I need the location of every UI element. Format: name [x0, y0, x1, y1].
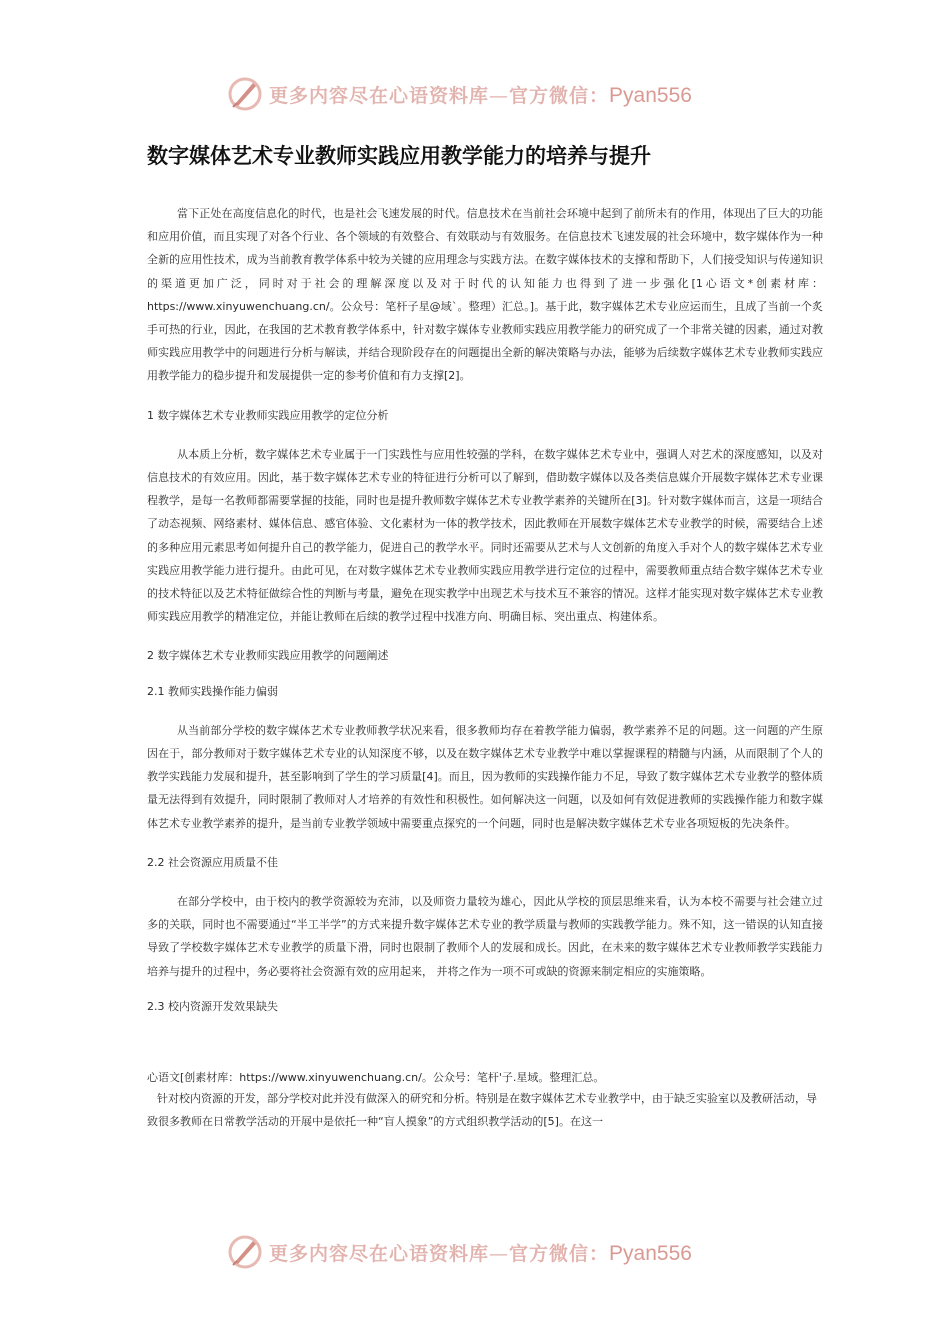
subsection-heading-2-2: 2.2 社会资源应用质量不佳	[147, 855, 278, 869]
subsection-heading-2-1: 2.1 教师实践操作能力偏弱	[147, 684, 278, 698]
banner-text: 更多内容尽在心语资料库—官方微信：Pyan556	[269, 83, 692, 107]
section-heading-2: 2 数字媒体艺术专业教师实践应用教学的问题阐述	[147, 649, 389, 663]
source-note: 心语文[创素材库：https://www.xinyuwenchuang.cn/。公众号：笔杆'子.星域。整理汇总。	[147, 1071, 605, 1084]
subsection-heading-2-3: 2.3 校内资源开发效果缺失	[147, 999, 278, 1013]
subsection-2-2-paragraph: 在部分学校中，由于校内的教学资源较为充沛，以及师资力量较为雄心，因此从学校的顶层思维来看，认为本校不需要与社会建立过多的关联，同时也不需要通过“半工半学”的方式来提升数字媒体艺术专业的教学质量与教师的实践教学能力。殊不知，这一错误的认知直接导致了学校数字媒体艺术专业教学的质量下滑，同时也限制了教师个人的发展和成长。因此，在未来的数字媒体艺术专业教师教学实践能力培养与提升的过程中，务必要将社会资源有效的应用起来， 并将之作为一项不可或缺的资源来制定相应的实施策略。	[147, 895, 823, 978]
footer-banner	[225, 1232, 745, 1272]
header-banner	[225, 74, 745, 114]
quill-logo-icon	[225, 1232, 265, 1272]
footnote-block	[147, 1068, 823, 1133]
intro-paragraph: 當下正处在高度信息化的时代，也是社会飞速发展的时代。信息技术在当前社会环境中起到了前所未有的作用，体现出了巨大的功能和应用价值，而且实现了对各个行业、各个领域的有效整合、有效联动与有效服务。在信息技术飞速发展的社会环境中，数字媒体作为一种全新的应用性技术，成为当前教育教学体系中较为关键的应用理念与实践方法。在数字媒体技术的支撑和帮助下，人们接受知识与传递知识的渠道更加广泛，同时对于社会的理解深度以及对于时代的认知能力也得到了进一步强化[1心语文*创素材库：https://www.xinyuwenchuang.cn/。公众号：笔杆子星@域`。整理）汇总。]。基于此，数字媒体艺术专业应运而生，且成了当前一个炙手可热的行业，因此，在我国的艺术教育教学体系中，针对数字媒体专业教师实践应用教学能力的研究成了一个非常关键的因素，通过对教师实践应用教学中的问题进行分析与解读，并结合现阶段存在的问题提出全新的解决策略与办法，能够为后续数字媒体艺术专业教师实践应用教学能力的稳步提升和发展提供一定的参考价值和有力支撑[2]。	[147, 207, 823, 383]
document-body	[147, 202, 823, 1018]
banner-text: 更多内容尽在心语资料库—官方微信：Pyan556	[269, 1241, 692, 1265]
section-heading-1: 1 数字媒体艺术专业教师实践应用教学的定位分析	[147, 408, 389, 422]
section-1-paragraph: 从本质上分析，数字媒体艺术专业属于一门实践性与应用性较强的学科，在数字媒体艺术专业中，强调人对艺术的深度感知，以及对信息技术的有效应用。因此，基于数字媒体艺术专业的特征进行分析可以了解到，借助数字媒体以及各类信息媒介开展数字媒体艺术专业课程教学，是每一名教师都需要掌握的技能，同时也是提升教师数字媒体艺术专业教学素养的关键所在[3]。针对数字媒体而言，这是一项结合了动态视频、网络素材、媒体信息、感官体验、文化素材为一体的教学技术，因此教师在开展数字媒体艺术专业教学的时候，需要结合上述的多种应用元素思考如何提升自己的教学能力，促进自己的教学水平。同时还需要从艺术与人文创新的角度入手对个人的数字媒体艺术专业实践应用教学能力进行提升。由此可见，在对数字媒体艺术专业教师实践应用教学进行定位的过程中，需要教师重点结合数字媒体艺术专业的技术特征以及艺术特征做综合性的判断与考量，避免在现实教学中出现艺术与技术互不兼容的情况。这样才能实现对数字媒体艺术专业教师实践应用教学的精准定位，并能让教师在后续的教学过程中找准方向、明确目标、突出重点、构建体系。	[147, 447, 823, 624]
subsection-2-1-paragraph: 从当前部分学校的数字媒体艺术专业教师教学状况来看，很多教师均存在着教学能力偏弱，教学素养不足的问题。这一问题的产生原因在于，部分教师对于数字媒体艺术专业的认知深度不够，以及在数字媒体艺术专业教学中难以掌握课程的精髓与内涵，从而限制了个人的教学实践能力发展和提升，甚至影响到了学生的学习质量[4]。而且，因为教师的实践操作能力不足，导致了数字媒体艺术专业教学的整体质量无法得到有效提升，同时限制了教师对人才培养的有效性和积极性。如何解决这一问题，以及如何有效促进教师的实践操作能力和数字媒体艺术专业教学素养的提升，是当前专业教学领域中需要重点探究的一个问题，同时也是解决数字媒体艺术专业各项短板的先决条件。	[147, 723, 823, 830]
document-title: 数字媒体艺术专业教师实践应用教学能力的培养与提升	[147, 144, 651, 168]
quill-logo-icon	[225, 74, 265, 114]
subsection-2-3-paragraph: 针对校内资源的开发，部分学校对此并没有做深入的研究和分析。特别是在数字媒体艺术专业教学中，由于缺乏实验室以及教研活动，导致很多教师在日常教学活动的开展中是依托一种“盲人摸象”的方式组织教学活动的[5]。在这一	[147, 1092, 817, 1129]
